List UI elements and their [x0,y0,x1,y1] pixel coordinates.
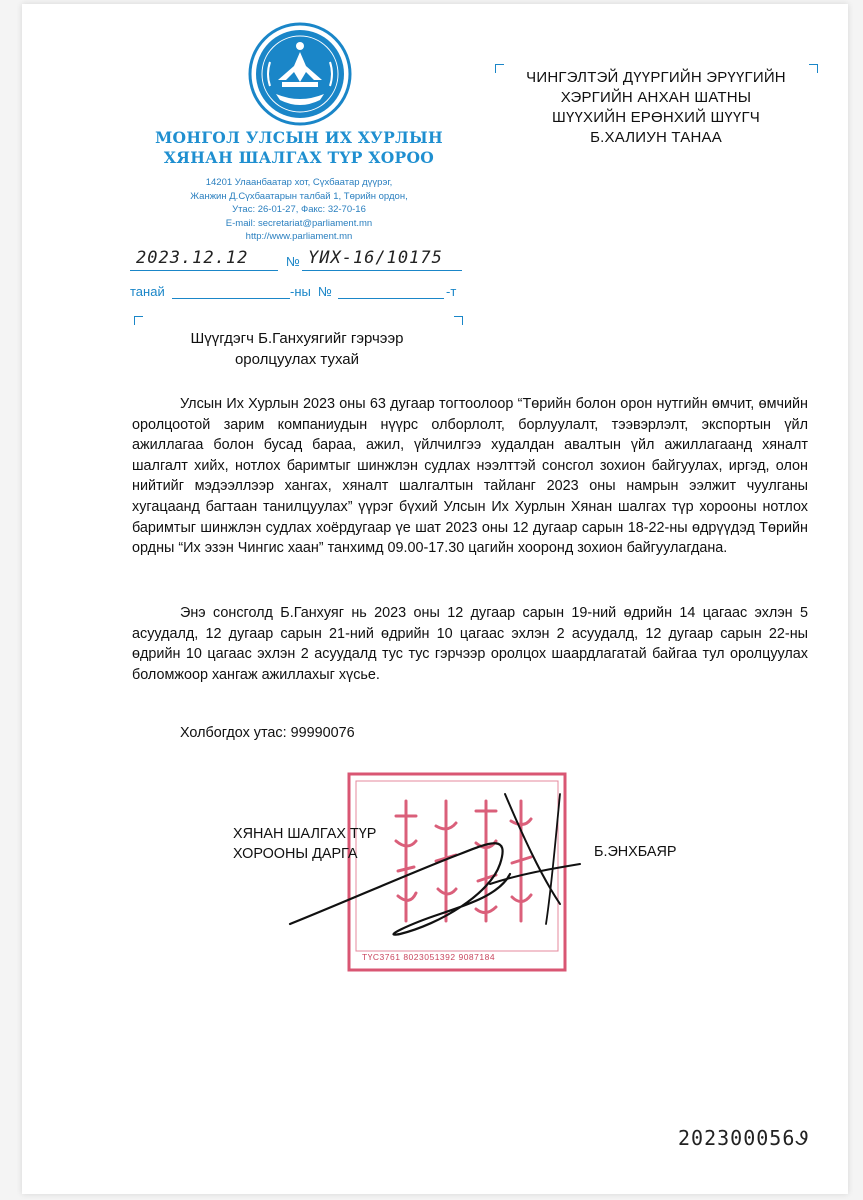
body-paragraph-2: Энэ сонсголд Б.Ганхуяг нь 2023 оны 12 дугаар сарын 19-ний өдрийн 14 цагаас эхлэн 5 асуудалд, 12 дугаар сарын 21-ний өдрийн 10 цагаас эхлэн 2 асуудалд, 12 дугаар сарын 22-ны өдрийн 10 цагаас эхлэн 2 асуудалд тус тус гэрчээр оролцох шаардлагатай байгаа тул оролцуулах боломжоор хангаж ажиллахыг хүсье. [132,605,808,683]
web-line: http://www.parliament.mn [245,231,353,242]
registration-number: 202300056Ꮽ [678,1126,809,1150]
letter-number: ҮИХ-16/10175 [308,248,443,268]
contact-phone: Холбогдох утас: 99990076 [180,725,355,741]
recipient-block [500,68,812,148]
subject-corner-left [134,316,143,325]
your-ref-label: танай [130,284,165,299]
t-label: -т [446,284,457,299]
organization-contacts [144,176,454,244]
your-ref-date-line [172,298,290,299]
letter-date: 2023.12.12 [136,248,249,268]
recipient-line2: ХЭРГИЙН АНХАН ШАТНЫ [560,89,752,106]
subject-block [142,328,452,370]
recipient-line1: ЧИНГЭЛТЭЙ ДҮҮРГИЙН ЭРҮҮГИЙН [526,69,786,86]
org-name-line2: ХЯНАН ШАЛГАХ ТҮР ХОРОО [163,148,435,167]
org-name-line1: МОНГОЛ УЛСЫН ИХ ХУРЛЫН [155,128,443,147]
signer-title-line1: ХЯНАН ШАЛГАХ ТҮР [233,826,377,842]
letter-page [22,4,848,1194]
email-line: E-mail: secretariat@parliament.mn [225,217,373,229]
date-underline [130,270,278,271]
signer-name: Б.ЭНХБАЯР [594,844,677,860]
address-line1: 14201 Улаанбаатар хот, Сүхбаатар дүүрэг, [205,177,393,188]
number-underline [302,270,462,271]
subject-line1: Шүүгдэгч Б.Ганхуягийг гэрчээр [190,330,404,347]
ny-label: -ны [290,284,311,299]
your-ref-number-label: № [318,284,332,299]
organization-name [124,128,474,168]
your-ref-number-line [338,298,444,299]
handwritten-signature [260,774,600,964]
recipient-line3: ШҮҮХИЙН ЕРӨНХИЙ ШҮҮГЧ [552,109,760,126]
state-emblem-icon [248,22,352,126]
number-label: № [286,254,300,269]
signer-title-line2: ХОРООНЫ ДАРГА [233,846,358,862]
subject-corner-right [454,316,463,325]
recipient-line4: Б.ХАЛИУН ТАНАА [590,129,722,146]
address-line2: Жанжин Д.Сүхбаатарын талбай 1, Төрийн ордон, [190,190,408,202]
phone-line: Утас: 26-01-27, Факс: 32-70-16 [232,204,366,215]
body-paragraph-1: Улсын Их Хурлын 2023 оны 63 дугаар тогтоолоор “Төрийн болон орон нутгийн өмчит, өмчийн оролцоотой зарим компаниудын нүүрс олборлолт, борлуулалт, тээвэрлэлт, экспортын үйл ажиллагаа болон бусад бараа, ажил, үйлчилгээ худалдан авалтын үйл ажиллагаанд хяналт шалгалт хийх, нотлох баримтыг шинжлэн судлах нээлттэй сонсгол зохион байгуулах, иргэд, олон нийтийг мэдээллээр хангах, хяналт шалгалтын тайланг 2023 оны намрын ээлжит чуулганы хугацаанд багтаан танилцуулах” үүрэг бүхий Улсын Их Хурлын Хянан шалгах түр хорооны нотлох баримтыг шинжлэн судлах хоёрдугаар үе шат 2023 оны 12 дугаар сарын 18-22-ны өдрүүдэд Төрийн ордны “Их эзэн Чингис хаан” танхимд 09.00-17.30 цагийн хооронд зохион байгуулагдана. [132,396,808,557]
subject-line2: оролцуулах тухай [234,351,360,368]
stamp-code: ТҮС3761 8023051392 9087184 [362,952,496,962]
